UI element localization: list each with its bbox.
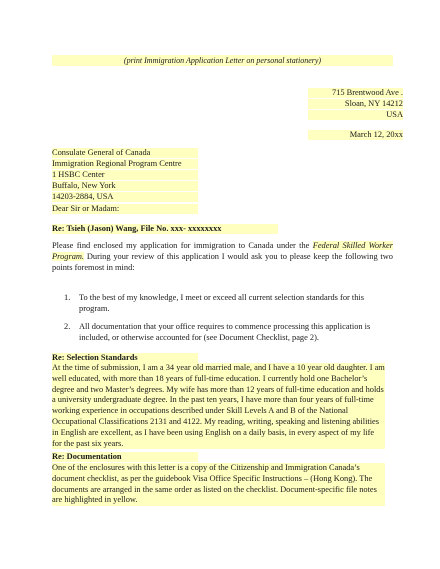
recipient-line: Buffalo, New York [52, 181, 198, 191]
recipient-line: Immigration Regional Program Centre [52, 159, 198, 169]
documentation-heading: Re: Documentation [52, 452, 198, 462]
recipient-line: 1 HSBC Center [52, 170, 198, 180]
recipient-line: 14203-2884, USA [52, 192, 198, 202]
intro-text-cont: During your review of this application I would ask you to please keep the following two points foremost in mind: [52, 251, 393, 272]
sender-country: USA [308, 110, 403, 120]
selection-heading: Re: Selection Standards [52, 353, 198, 363]
documentation-body: One of the enclosures with this letter is a copy of the Citizenship and Immigration Canada’s document checklist, as per the guidebook Visa Office Specific Instructions – (Hong Kong). The documents are arranged in the same order as listed on the checklist. Document-specific file notes are highlighted in yellow. [52, 463, 385, 506]
selection-body: At the time of submission, I am a 34 year old married male, and I have a 10 year old daughter. I am well educated, with more than 18 years of full-time education. I currently hold one Bachelor’s degree and two Master’s degrees. My wife has more than 12 years of full-time education and holds a university undergraduate degree. In the past ten years, I have more than four years of full-time working experience in occupations described under Skill Levels A and B of the National Occupational Classifications 2131 and 4122. My reading, writing, speaking and listening abilities in English are excellent, as I have been using English on a daily basis, in every aspect of my life for the past six years. [52, 363, 385, 448]
salutation: Dear Sir or Madam: [52, 204, 198, 214]
point-text: To the best of my knowledge, I meet or exceed all current selection standards for this program. [79, 293, 364, 313]
point-number: 1. [64, 293, 71, 302]
recipient-line: Consulate General of Canada [52, 148, 198, 158]
letter-date: March 12, 20xx [308, 130, 403, 140]
intro-paragraph [52, 241, 393, 273]
sender-city: Sloan, NY 14212 [308, 99, 403, 109]
stationery-note: (print Immigration Application Letter on personal stationery) [52, 55, 393, 66]
intro-text: Please find enclosed my application for immigration to Canada under the [52, 241, 313, 250]
point-number: 2. [64, 322, 71, 331]
sender-street: 715 Brentwood Ave . [308, 88, 403, 98]
program-name: Federal Skilled Worker Program. [52, 241, 393, 261]
subject-line: Re: Tsieh (Jason) Wang, File No. xxx- xxxxxxxx [52, 224, 278, 234]
point-text: All documentation that your office requires to commence processing this application is included, or otherwise accounted for (see Document Checklist, page 2). [79, 322, 371, 342]
